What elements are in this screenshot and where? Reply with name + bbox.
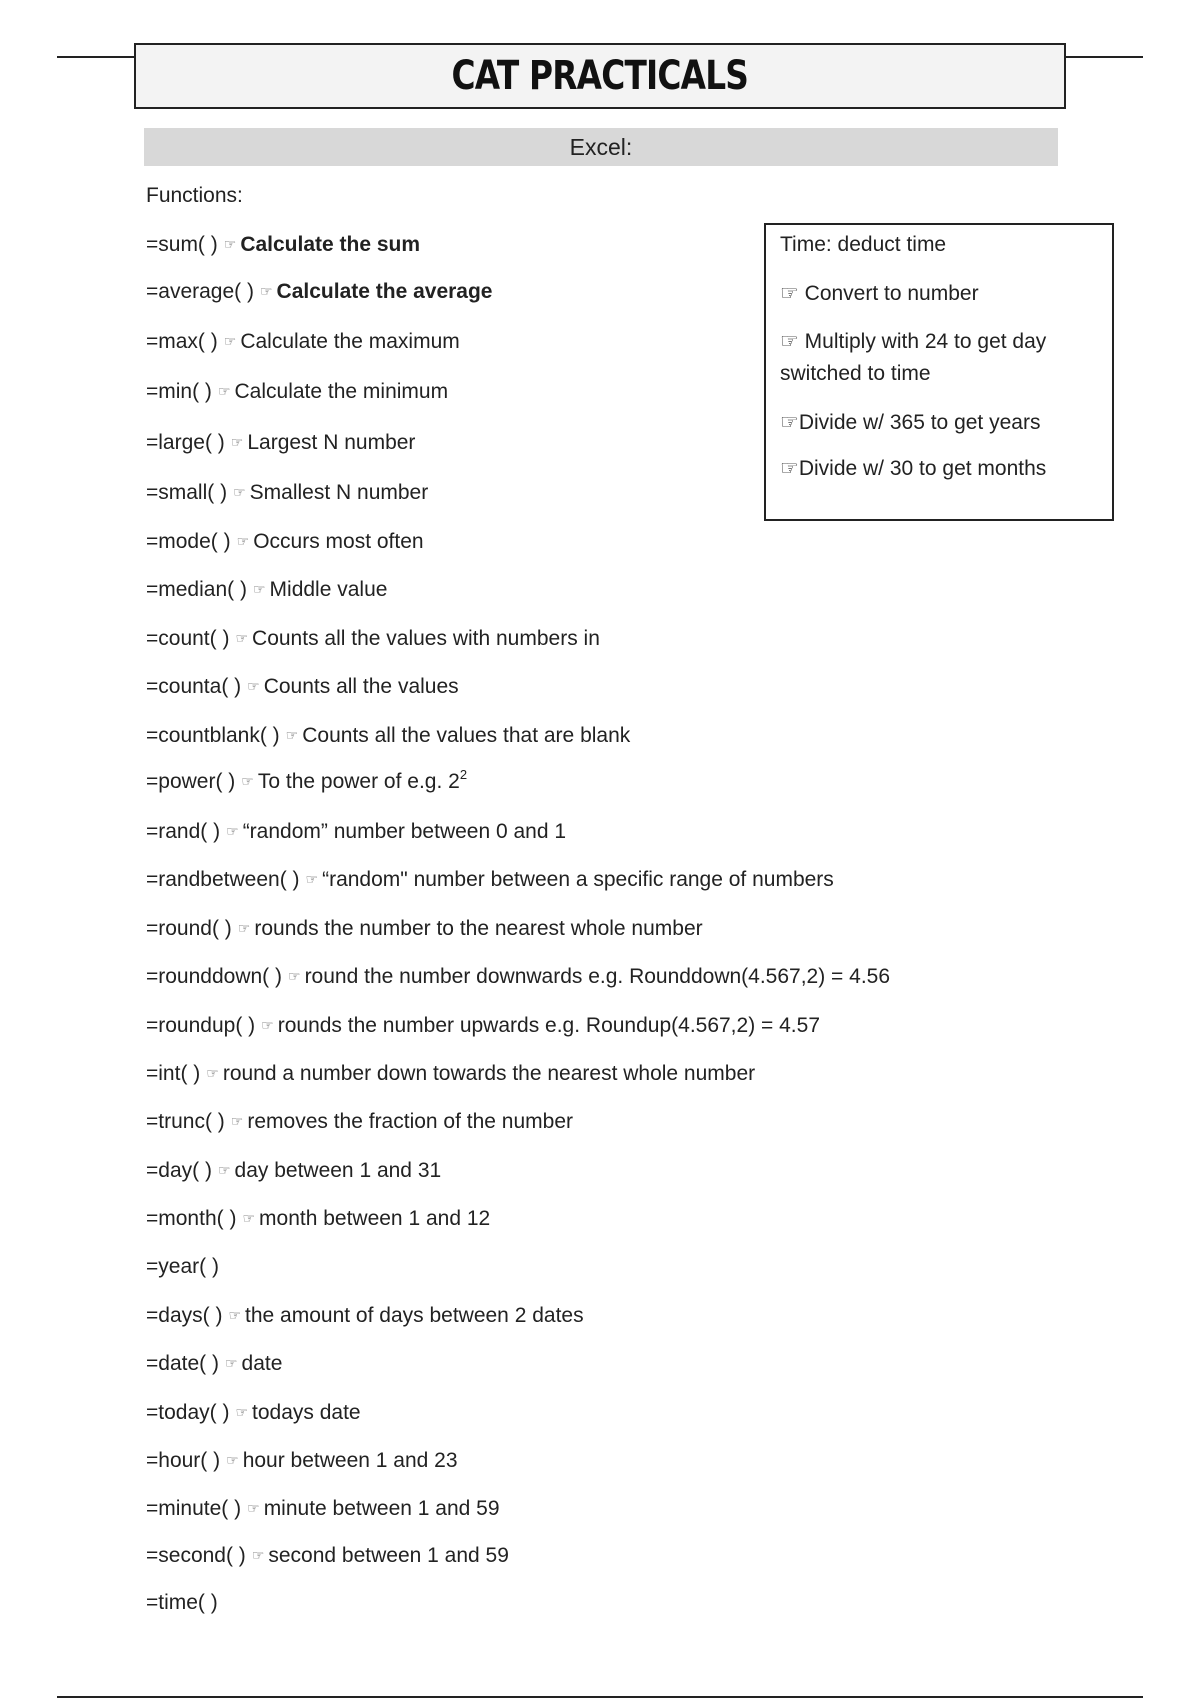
- function-description: Largest N number: [247, 431, 416, 454]
- pointing-hand-icon: ☞: [235, 630, 249, 646]
- function-item: [146, 672, 459, 701]
- pointing-hand-icon: ☞: [226, 1452, 239, 1468]
- time-notes-heading: Time: deduct time: [780, 233, 947, 256]
- pointing-hand-icon: ☞: [285, 727, 299, 743]
- function-item: [146, 962, 890, 991]
- pointing-hand-icon: ☞: [288, 968, 301, 984]
- pointing-hand-icon: ☞: [217, 383, 231, 399]
- function-name: =date( ): [146, 1352, 219, 1375]
- function-name: =round( ): [146, 917, 232, 940]
- function-name: =count( ): [146, 627, 230, 650]
- time-note-line: switched to time: [780, 362, 931, 385]
- function-name: =counta( ): [146, 675, 242, 698]
- pointing-hand-icon: ☞: [236, 533, 250, 549]
- function-description: rounds the number upwards e.g. Roundup(4.567,2) = 4.57: [277, 1014, 820, 1037]
- function-item: [146, 1349, 282, 1378]
- pointing-hand-icon: ☞: [261, 1017, 274, 1033]
- function-item: [146, 230, 420, 259]
- function-description: Smallest N number: [249, 481, 429, 504]
- time-notes-box: [764, 223, 1114, 521]
- pointing-hand-icon: ☞: [230, 1113, 244, 1129]
- function-name: =average( ): [146, 280, 254, 303]
- pointing-hand-icon: ☞: [242, 1210, 256, 1226]
- function-description: hour between 1 and 23: [242, 1449, 458, 1472]
- pointing-hand-icon: ☞: [230, 434, 244, 450]
- pointing-hand-icon: ☞: [251, 1547, 265, 1563]
- function-description: Middle value: [269, 578, 388, 601]
- function-name: =mode( ): [146, 530, 231, 553]
- function-item: [146, 277, 492, 306]
- function-description: month between 1 and 12: [259, 1207, 491, 1230]
- top-rule-left: [57, 56, 135, 58]
- pointing-hand-icon: ☞: [224, 1355, 238, 1371]
- function-item: [146, 1156, 441, 1185]
- function-description: rounds the number to the nearest whole number: [254, 917, 703, 940]
- function-description: “random" number between a specific range of numbers: [322, 868, 834, 891]
- function-name: =power( ): [146, 770, 236, 793]
- function-item: [146, 1494, 500, 1523]
- function-name: =randbetween( ): [146, 868, 300, 891]
- function-description: second between 1 and 59: [268, 1544, 509, 1567]
- function-name: =month( ): [146, 1207, 237, 1230]
- function-name: =rounddown( ): [146, 965, 282, 988]
- function-description: date: [241, 1352, 283, 1375]
- function-name: =year( ): [146, 1255, 219, 1278]
- function-name: =minute( ): [146, 1497, 242, 1520]
- pointing-hand-icon: ☞: [223, 333, 237, 349]
- page-title: CAT PRACTICALS: [451, 53, 749, 99]
- function-item: [146, 1107, 573, 1136]
- function-name: =large( ): [146, 431, 225, 454]
- function-item: [146, 527, 424, 556]
- pointing-hand-icon: ☞: [223, 236, 237, 252]
- function-item: [146, 1204, 490, 1233]
- function-name: =int( ): [146, 1062, 201, 1085]
- function-name: =rand( ): [146, 820, 221, 843]
- pointing-hand-icon: ☞: [228, 1307, 242, 1323]
- pointing-hand-icon: ☞: [217, 1162, 231, 1178]
- function-item: [146, 721, 630, 750]
- function-name: =hour( ): [146, 1449, 221, 1472]
- pointing-hand-icon: ☞: [305, 871, 319, 887]
- pointing-hand-icon: ☞: [226, 823, 239, 839]
- function-name: =days( ): [146, 1304, 223, 1327]
- function-item: [146, 377, 448, 406]
- pointing-hand-icon: ☞: [233, 484, 246, 500]
- function-name: =time( ): [146, 1591, 218, 1614]
- function-name: =second( ): [146, 1544, 246, 1567]
- function-item: [146, 1011, 820, 1040]
- function-description: minute between 1 and 59: [263, 1497, 500, 1520]
- function-item: [146, 1398, 361, 1427]
- function-item: [146, 575, 387, 604]
- function-description: todays date: [252, 1401, 361, 1424]
- function-name: =sum( ): [146, 233, 218, 256]
- function-description: Counts all the values that are blank: [302, 724, 631, 747]
- time-note-line: ☞ Multiply with 24 to get day: [780, 330, 1047, 353]
- function-item: [146, 865, 834, 894]
- function-item: [146, 1253, 219, 1281]
- function-description: Counts all the values: [263, 675, 459, 698]
- pointing-hand-icon: ☞: [259, 283, 273, 299]
- function-description: removes the fraction of the number: [247, 1110, 574, 1133]
- function-item: [146, 1446, 458, 1475]
- function-description: “random” number between 0 and 1: [242, 820, 567, 843]
- function-item: [146, 817, 566, 846]
- pointing-hand-icon: ☞: [235, 1404, 249, 1420]
- pointing-hand-icon: ☞: [206, 1065, 219, 1081]
- function-item: [146, 327, 460, 356]
- function-item: [146, 478, 428, 507]
- pointing-hand-icon: ☞: [237, 920, 251, 936]
- function-item: [146, 624, 600, 653]
- function-description: day between 1 and 31: [234, 1159, 442, 1182]
- function-description: Occurs most often: [253, 530, 424, 553]
- function-name: =max( ): [146, 330, 218, 353]
- function-name: =small( ): [146, 481, 228, 504]
- function-item: [146, 1059, 755, 1088]
- function-name: =min( ): [146, 380, 212, 403]
- function-item: [146, 1541, 509, 1570]
- function-item: [146, 1301, 584, 1330]
- time-note-line: ☞ Convert to number: [780, 282, 979, 305]
- function-item: [146, 767, 467, 796]
- superscript-exponent: 2: [459, 767, 468, 782]
- function-description: Calculate the minimum: [234, 380, 449, 403]
- pointing-hand-icon: ☞: [241, 773, 254, 789]
- pointing-hand-icon: ☞: [247, 678, 260, 694]
- time-note-line: ☞Divide w/ 365 to get years: [780, 411, 1041, 434]
- top-rule-right: [1065, 56, 1143, 58]
- pointing-hand-icon: ☞: [252, 581, 266, 597]
- function-item: [146, 428, 415, 457]
- bottom-rule: [57, 1696, 1143, 1698]
- function-description: Calculate the maximum: [240, 330, 460, 353]
- function-description: the amount of days between 2 dates: [245, 1304, 584, 1327]
- function-description: Calculate the sum: [240, 233, 421, 256]
- function-name: =median( ): [146, 578, 247, 601]
- function-description: round a number down towards the nearest whole number: [222, 1062, 756, 1085]
- function-description: round the number downwards e.g. Rounddown(4.567,2) = 4.56: [304, 965, 891, 988]
- function-name: =countblank( ): [146, 724, 280, 747]
- function-description: To the power of e.g. 2: [257, 770, 460, 793]
- function-item: [146, 914, 703, 943]
- function-description: Counts all the values with numbers in: [252, 627, 600, 650]
- function-name: =today( ): [146, 1401, 230, 1424]
- function-name: =day( ): [146, 1159, 212, 1182]
- time-note-line: ☞Divide w/ 30 to get months: [780, 457, 1047, 480]
- functions-heading: Functions:: [146, 184, 243, 207]
- function-name: =roundup( ): [146, 1014, 256, 1037]
- function-name: =trunc( ): [146, 1110, 225, 1133]
- title-box: [134, 43, 1066, 109]
- function-item: [146, 1589, 218, 1617]
- function-description: Calculate the average: [276, 280, 493, 303]
- pointing-hand-icon: ☞: [247, 1500, 260, 1516]
- section-header: Excel:: [144, 128, 1058, 166]
